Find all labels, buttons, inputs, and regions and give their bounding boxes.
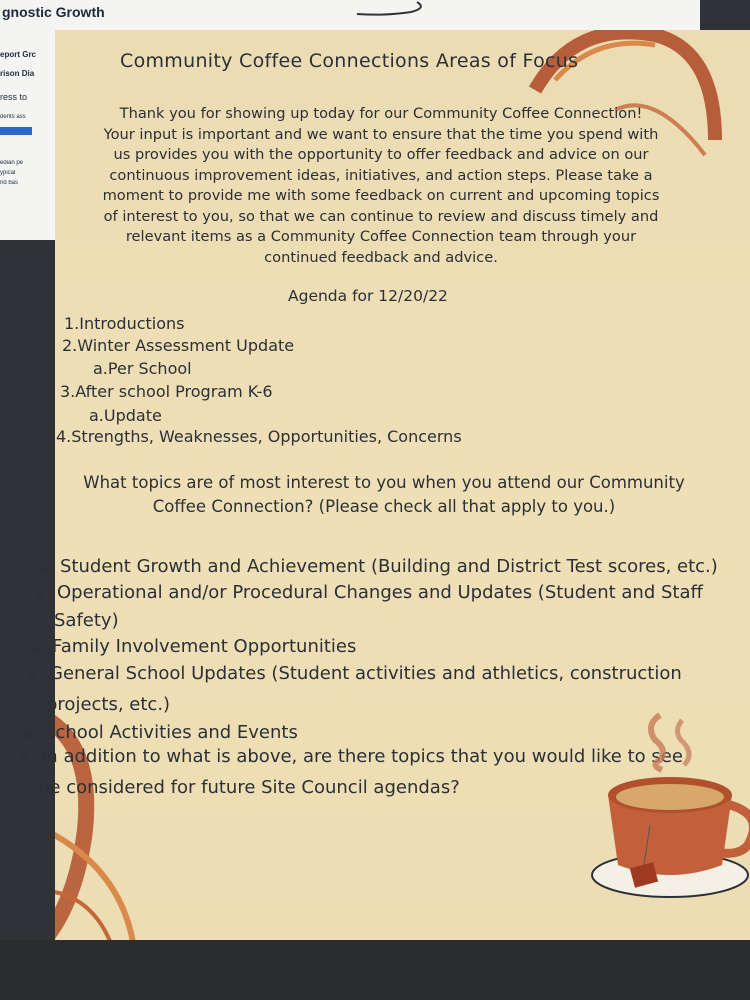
topic-item[interactable]: Student Growth and Achievement (Building and District Test scores, etc.) — [60, 556, 718, 577]
topic-item[interactable]: General School Updates (Student activities and athletics, construction — [49, 663, 682, 684]
intro-line: us provides you with the opportunity to offer feedback and advice on our — [113, 146, 649, 163]
intro-line: relevant items as a Community Coffee Connection team through your — [125, 228, 637, 245]
background-side-text: ypical — [0, 170, 16, 176]
agenda-item: 1.Introductions — [64, 314, 185, 333]
flyer-title: Community Coffee Connections Areas of Focus — [120, 50, 579, 72]
agenda-title: Agenda for 12/20/22 — [288, 287, 448, 305]
topic-item-continued: Safety) — [54, 610, 119, 631]
agenda-item: 4.Strengths, Weaknesses, Opportunities, Concerns — [56, 427, 462, 446]
agenda-subitem: a.Update — [89, 406, 162, 425]
background-side-text: rison Dia — [0, 69, 35, 78]
intro-line: Thank you for showing up today for our Community Coffee Connection! — [119, 105, 643, 122]
topic-item-continued: projects, etc.) — [46, 694, 171, 715]
agenda-item: 2.Winter Assessment Update — [62, 336, 295, 355]
bullet-dot — [40, 566, 46, 572]
bullet-dot — [37, 592, 43, 598]
coffee-cup-icon — [590, 705, 750, 915]
topic-item[interactable]: In addition to what is above, are there topics that you would like to see — [41, 746, 683, 767]
background-side-text: edian pe — [0, 160, 24, 166]
topic-item[interactable]: Family Involvement Opportunities — [52, 636, 356, 657]
topic-item[interactable]: Operational and/or Procedural Changes and Updates (Student and Staff — [57, 582, 703, 603]
bullet-dot — [32, 646, 38, 652]
intro-line: moment to provide me with some feedback on current and upcoming topics — [102, 187, 660, 204]
background-side-text: ress to — [0, 92, 28, 102]
intro-line: Your input is important and we want to ensure that the time you spend with — [103, 125, 659, 143]
intro-line: continuous improvement ideas, initiatives, and action steps. Please take a — [109, 166, 653, 184]
agenda-item: 3.After school Program K-6 — [60, 382, 273, 401]
intro-paragraph — [66, 104, 696, 268]
bullet-dot — [24, 732, 30, 738]
background-paper-title: gnostic Growth — [2, 4, 105, 20]
intro-line: of interest to you, so that we can continue to review and discuss timely and — [103, 207, 659, 225]
bullet-dot — [29, 673, 35, 679]
question-line: Coffee Connection? (Please check all that apply to you.) — [152, 497, 616, 516]
background-side-text: dents ass — [0, 114, 26, 120]
agenda-subitem: a.Per School — [93, 359, 192, 378]
bullet-dot — [21, 756, 27, 762]
intro-line: continued feedback and advice. — [264, 248, 498, 266]
topic-item-continued: be considered for future Site Council agendas? — [38, 777, 460, 798]
question-line: What topics are of most interest to you when you attend our Community — [83, 473, 685, 492]
background-side-text: eport Grc — [0, 50, 37, 59]
topics-question — [50, 471, 718, 519]
topic-item[interactable]: School Activities and Events — [44, 722, 298, 743]
background-side-text: nd bas — [0, 180, 19, 186]
